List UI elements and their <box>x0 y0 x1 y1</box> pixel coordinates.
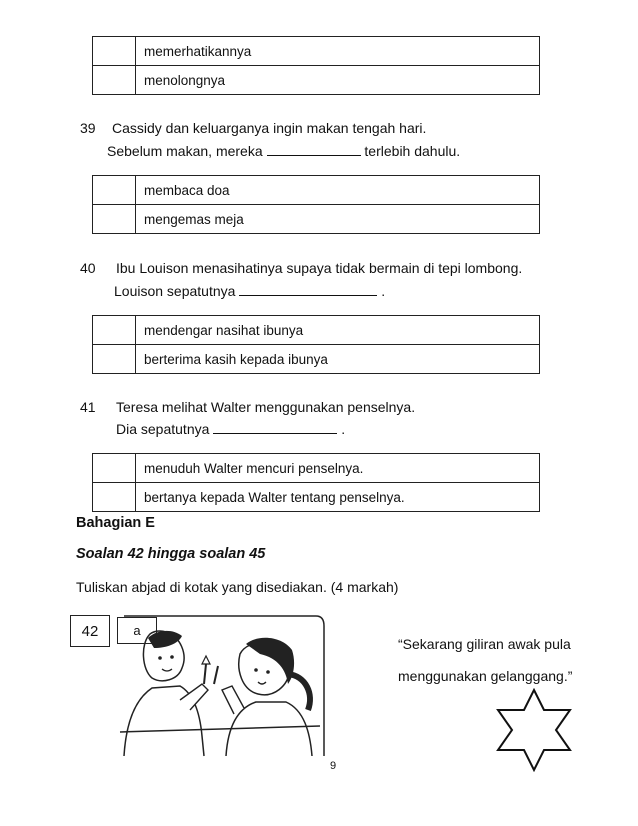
option-row <box>93 37 540 66</box>
question-text-after-blank: . <box>381 283 386 299</box>
section-title: Bahagian E <box>76 515 155 531</box>
question-text-line2 <box>107 143 460 159</box>
page-number: 9 <box>330 760 337 772</box>
question-text-line2 <box>114 283 385 299</box>
option-row <box>93 176 540 205</box>
option-row <box>93 345 540 374</box>
option-text: memerhatikannya <box>136 37 540 66</box>
question-number: 41 <box>80 399 96 415</box>
answer-blank <box>239 283 377 296</box>
answer-box[interactable] <box>93 454 136 483</box>
answer-box[interactable] <box>93 316 136 345</box>
option-text: menuduh Walter mencuri penselnya. <box>136 454 540 483</box>
answer-box[interactable] <box>93 345 136 374</box>
option-text: menolongnya <box>136 66 540 95</box>
option-row <box>93 316 540 345</box>
speech-quote-line1: “Sekarang giliran awak pula <box>398 636 571 652</box>
speech-quote-line2: menggunakan gelanggang.” <box>398 668 573 684</box>
q40-options-table <box>92 315 540 374</box>
question-text: Ibu Louison menasihatinya supaya tidak bermain di tepi lombong. <box>116 260 523 276</box>
option-text: mengemas meja <box>136 205 540 234</box>
answer-box[interactable] <box>93 37 136 66</box>
answer-blank <box>267 143 361 156</box>
question-number: 39 <box>80 120 96 136</box>
question-text-after-blank: terlebih dahulu. <box>364 143 461 159</box>
option-row <box>93 205 540 234</box>
question-text-before-blank: Sebelum makan, mereka <box>107 143 263 159</box>
question-number-box: 42 <box>70 615 110 647</box>
option-row <box>93 483 540 512</box>
answer-box[interactable] <box>93 483 136 512</box>
question-text-line2 <box>116 421 345 437</box>
question-text-after-blank: . <box>341 421 346 437</box>
section-subtitle: Soalan 42 hingga soalan 45 <box>76 546 266 562</box>
answer-blank <box>213 421 337 434</box>
answer-box[interactable] <box>93 176 136 205</box>
question-number: 40 <box>80 260 96 276</box>
answer-box[interactable] <box>93 66 136 95</box>
question-text-before-blank: Louison sepatutnya <box>114 283 236 299</box>
question-text: Teresa melihat Walter menggunakan penselnya. <box>116 399 416 415</box>
answer-label-box: a <box>117 617 157 644</box>
option-text: mendengar nasihat ibunya <box>136 316 540 345</box>
option-text: berterima kasih kepada ibunya <box>136 345 540 374</box>
option-row <box>93 66 540 95</box>
question-text-before-blank: Dia sepatutnya <box>116 421 210 437</box>
option-text: bertanya kepada Walter tentang penselnya. <box>136 483 540 512</box>
star-answer-icon[interactable] <box>496 688 572 772</box>
option-row <box>93 454 540 483</box>
q38-options-table <box>92 36 540 95</box>
q39-options-table <box>92 175 540 234</box>
q41-options-table <box>92 453 540 512</box>
option-text: membaca doa <box>136 176 540 205</box>
question-text: Cassidy dan keluarganya ingin makan tengah hari. <box>112 120 427 136</box>
section-instruction: Tuliskan abjad di kotak yang disediakan. (4 markah) <box>76 579 399 595</box>
answer-box[interactable] <box>93 205 136 234</box>
